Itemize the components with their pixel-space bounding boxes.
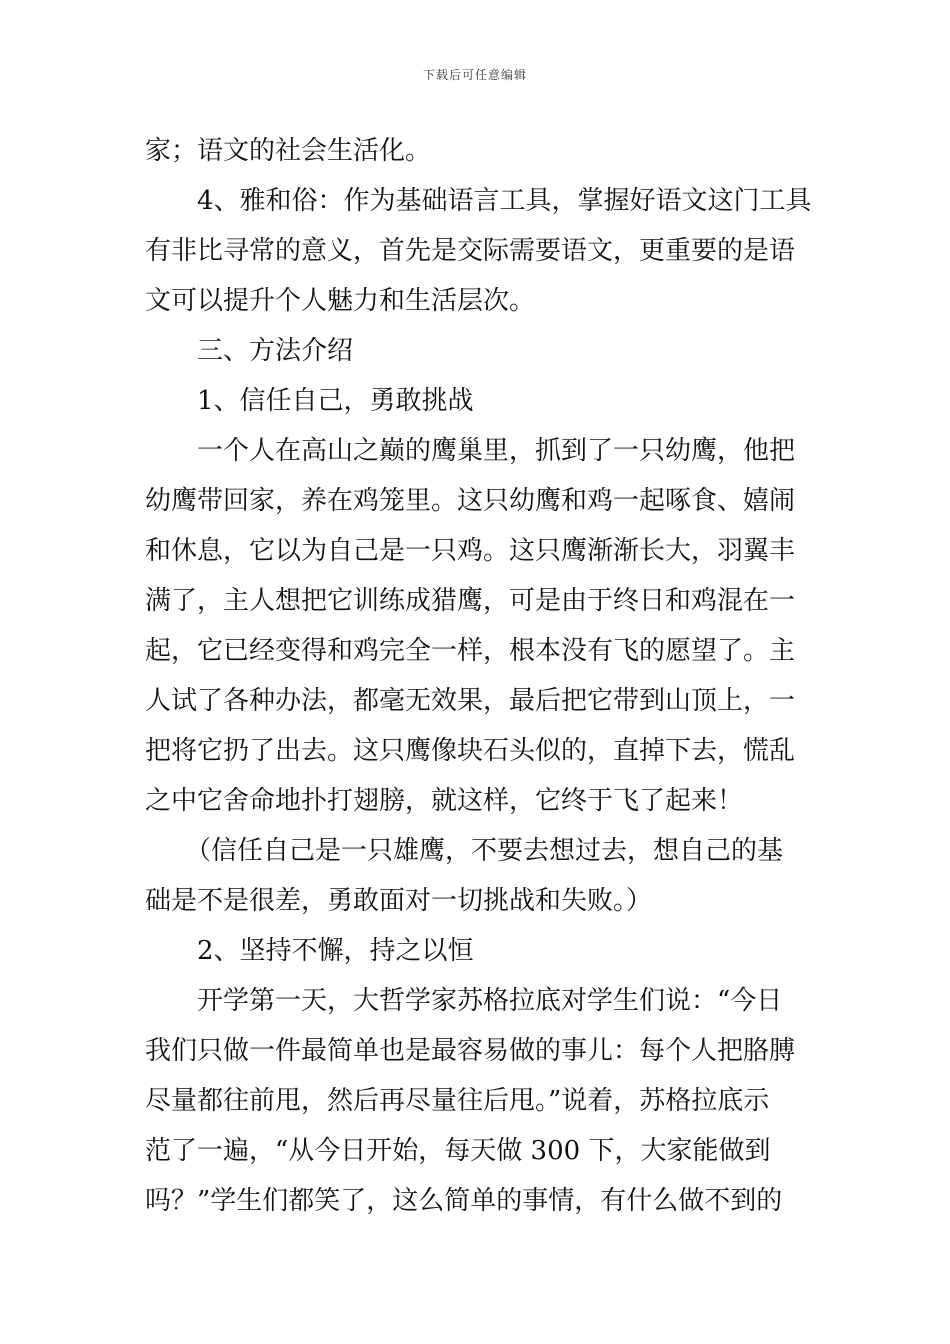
paragraph-line: 我们只做一件最简单也是最容易做的事儿：每个人把胳膊 [145, 1036, 796, 1066]
paragraph-line: 满了，主人想把它训练成猎鹰，可是由于终日和鸡混在一 [145, 586, 796, 616]
paragraph-line: 4、雅和俗：作为基础语言工具，掌握好语文这门工具 [197, 186, 812, 216]
paragraph-line: 把将它扔了出去。这只鹰像块石头似的，直掉下去，慌乱 [145, 736, 796, 766]
section-heading: 三、方法介绍 [197, 336, 354, 366]
paragraph-line: 人试了各种办法，都毫无效果，最后把它带到山顶上，一 [145, 686, 796, 716]
subsection-heading: 2、坚持不懈，持之以恒 [197, 936, 474, 966]
subsection-heading: 1、信任自己，勇敢挑战 [197, 386, 474, 416]
paragraph-line: 础是不是很差，勇敢面对一切挑战和失败。） [145, 886, 653, 916]
paragraph-line: 之中它舍命地扑打翅膀，就这样，它终于飞了起来！ [145, 786, 744, 816]
paragraph-line: 开学第一天，大哲学家苏格拉底对学生们说：“今日 [197, 986, 783, 1016]
paragraph-line: 有非比寻常的意义，首先是交际需要语文，更重要的是语 [145, 236, 796, 266]
paragraph-line: 和休息，它以为自己是一只鸡。这只鹰渐渐长大，羽翼丰 [145, 536, 796, 566]
document-body [145, 126, 813, 1226]
paragraph-line: 幼鹰带回家，养在鸡笼里。这只幼鹰和鸡一起啄食、嬉闹 [145, 486, 796, 516]
paragraph-line: 吗？”学生们都笑了，这么简单的事情，有什么做不到的 [145, 1186, 783, 1216]
page-header: 下载后可任意编辑 [422, 68, 527, 82]
paragraph-line: 起，它已经变得和鸡完全一样，根本没有飞的愿望了。主 [145, 636, 796, 666]
paragraph-line: （信任自己是一只雄鹰，不要去想过去，想自己的基 [185, 836, 784, 866]
paragraph-line: 一个人在高山之巅的鹰巢里，抓到了一只幼鹰，他把 [197, 436, 796, 466]
paragraph-line: 文可以提升个人魅力和生活层次。 [145, 286, 536, 316]
paragraph-line: 家；语文的社会生活化。 [145, 136, 432, 166]
paragraph-line: 尽量都往前甩，然后再尽量往后甩。”说着，苏格拉底示 [145, 1086, 770, 1116]
paragraph-line: 范了一遍，“从今日开始，每天做 300 下，大家能做到 [145, 1136, 771, 1166]
